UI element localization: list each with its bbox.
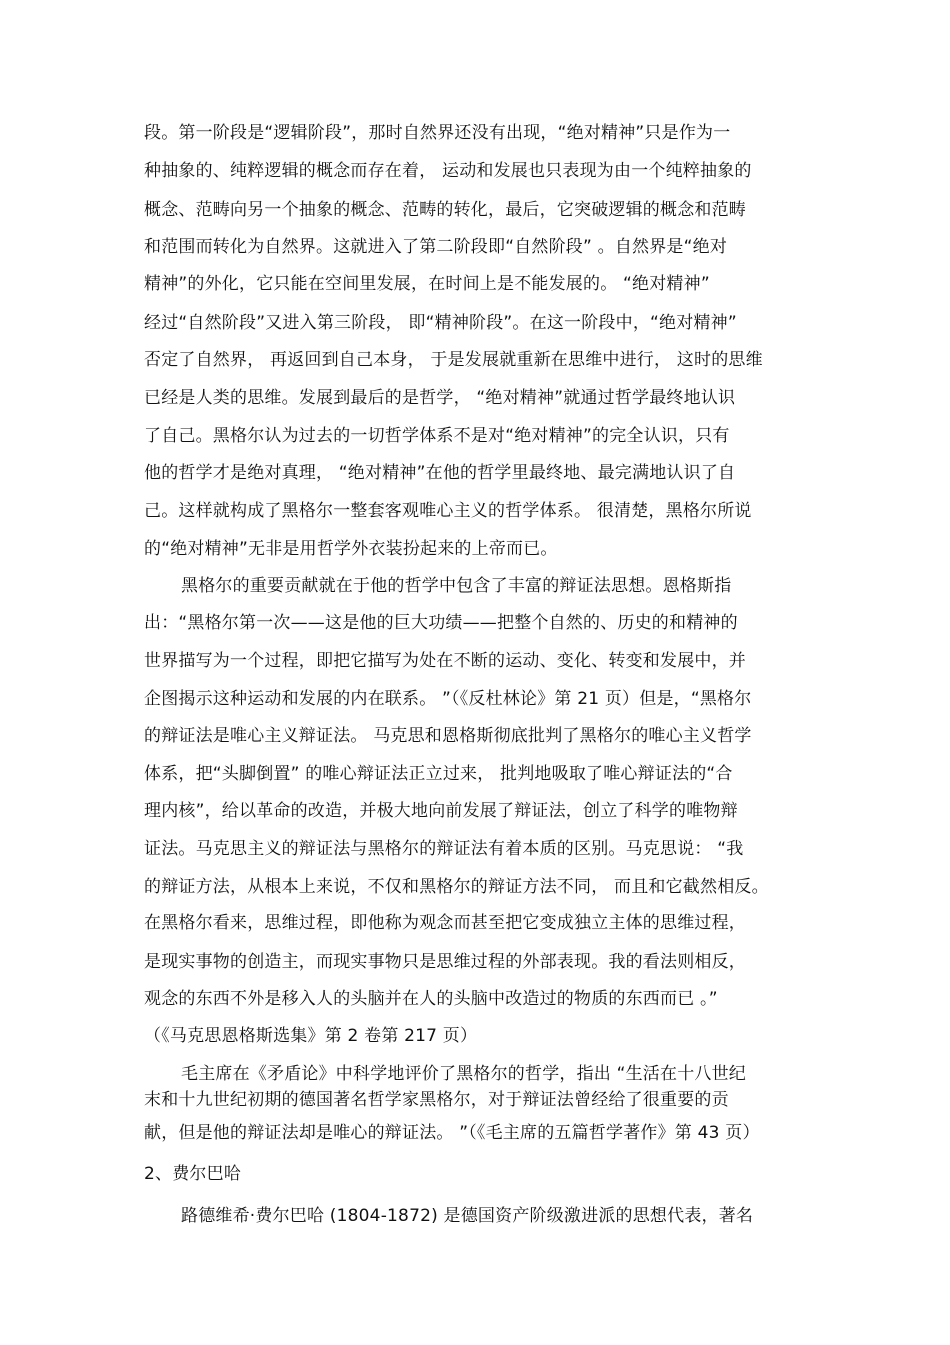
- text-line: 路德维希·费尔巴哈 (1804-1872) 是德国资产阶级激进派的思想代表，著名: [181, 1206, 754, 1226]
- section-heading: 2、费尔巴哈: [144, 1164, 242, 1184]
- text-line: 在黑格尔看来，思维过程，即他称为观念而甚至把它变成独立主体的思维过程，: [144, 913, 746, 933]
- text-line: 证法。马克思主义的辩证法与黑格尔的辩证法有着本质的区别。马克思说： “我: [144, 839, 744, 859]
- text-line: 企图揭示这种运动和发展的内在联系。 ”（《反杜林论》第 21 页）但是，“黑格尔: [144, 689, 752, 709]
- text-line: 精神”的外化，它只能在空间里发展，在时间上是不能发展的。 “绝对精神”: [144, 274, 710, 294]
- text-line: 已经是人类的思维。发展到最后的是哲学， “绝对精神”就通过哲学最终地认识: [144, 388, 736, 408]
- text-line: 的“绝对精神”无非是用哲学外衣装扮起来的上帝而已。: [144, 539, 558, 559]
- text-line: 献，但是他的辩证法却是唯心的辩证法。 ”（《毛主席的五篇哲学著作》第 43 页）: [144, 1123, 760, 1143]
- text-line: 世界描写为一个过程，即把它描写为处在不断的运动、变化、转变和发展中，并: [144, 651, 746, 671]
- text-line: 体系，把“头脚倒置” 的唯心辩证法正立过来， 批判地吸取了唯心辩证法的“合: [144, 764, 733, 784]
- text-line: 是现实事物的创造主，而现实事物只是思维过程的外部表现。我的看法则相反，: [144, 952, 746, 972]
- text-line: 和范围而转化为自然界。这就进入了第二阶段即“自然阶段” 。自然界是“绝对: [144, 237, 728, 257]
- text-line: 观念的东西不外是移入人的头脑并在人的头脑中改造过的物质的东西而已 。”: [144, 989, 718, 1009]
- text-line: 否定了自然界， 再返回到自己本身， 于是发展就重新在思维中进行， 这时的思维: [144, 350, 763, 370]
- text-line: 段。第一阶段是“逻辑阶段”，那时自然界还没有出现，“绝对精神”只是作为一: [144, 123, 731, 143]
- text-line: 毛主席在《矛盾论》中科学地评价了黑格尔的哲学，指出 “生活在十八世纪: [181, 1064, 747, 1084]
- text-line: 经过“自然阶段”又进入第三阶段， 即“精神阶段”。在这一阶段中，“绝对精神”: [144, 313, 737, 333]
- text-line: 黑格尔的重要贡献就在于他的哲学中包含了丰富的辩证法思想。恩格斯指: [181, 576, 732, 596]
- text-line: （《马克思恩格斯选集》第 2 卷第 217 页）: [144, 1026, 478, 1046]
- text-line: 概念、范畴向另一个抽象的概念、范畴的转化，最后，它突破逻辑的概念和范畴: [144, 200, 746, 220]
- text-line: 末和十九世纪初期的德国著名哲学家黑格尔，对于辩证法曾经给了很重要的贡: [144, 1090, 729, 1110]
- text-line: 他的哲学才是绝对真理， “绝对精神”在他的哲学里最终地、最完满地认识了自: [144, 463, 736, 483]
- text-line: 理内核”，给以革命的改造，并极大地向前发展了辩证法，创立了科学的唯物辩: [144, 801, 738, 821]
- text-line: 出：“黑格尔第一次——这是他的巨大功绩——把整个自然的、历史的和精神的: [144, 613, 738, 633]
- text-line: 了自己。黑格尔认为过去的一切哲学体系不是对“绝对精神”的完全认识，只有: [144, 426, 730, 446]
- text-line: 种抽象的、纯粹逻辑的概念而存在着， 运动和发展也只表现为由一个纯粹抽象的: [144, 161, 752, 181]
- text-line: 的辩证方法，从根本上来说，不仅和黑格尔的辩证方法不同， 而且和它截然相反。: [144, 877, 769, 897]
- text-line: 的辩证法是唯心主义辩证法。 马克思和恩格斯彻底批判了黑格尔的唯心主义哲学: [144, 726, 752, 746]
- text-line: 己。这样就构成了黑格尔一整套客观唯心主义的哲学体系。 很清楚，黑格尔所说: [144, 501, 752, 521]
